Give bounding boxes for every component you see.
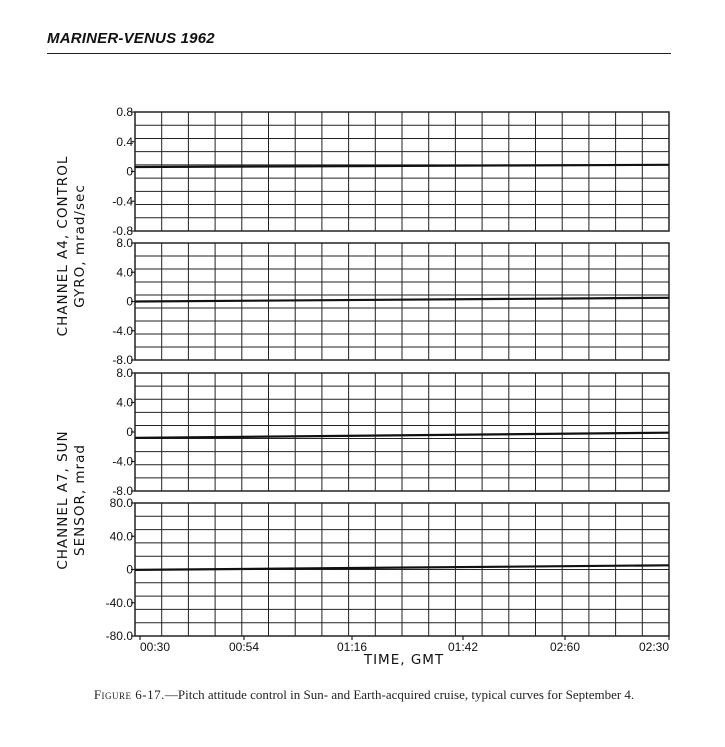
y-tick-label: 0.8 [116, 105, 133, 119]
y-tick-label: -8.0 [112, 353, 133, 367]
y-tick-label: 40.0 [109, 529, 133, 544]
x-axis-title: TIME, GMT [363, 652, 445, 668]
y-tick-label: 80.0 [109, 496, 133, 510]
y-tick-label: -4.0 [112, 323, 133, 338]
panel-sun-lower [106, 496, 669, 643]
y-tick-label: 8.0 [116, 366, 133, 380]
y-tick-label: -40.0 [105, 595, 133, 610]
y-tick-label: 0 [126, 164, 133, 179]
panel-sun-upper [112, 366, 669, 498]
running-title: MARINER-VENUS 1962 [47, 30, 215, 47]
figure-label: Figure 6-17. [93, 687, 165, 702]
panel-gyro-upper [112, 105, 669, 238]
y-tick-label: 0 [126, 562, 133, 577]
y-tick-label: -0.4 [112, 194, 133, 209]
figure-caption [40, 686, 688, 704]
x-tick-label: 00:30 [140, 640, 171, 654]
y-axis-title-sun-line1: CHANNEL A7, SUN [55, 430, 71, 570]
y-tick-label: 4.0 [116, 265, 133, 280]
y-tick-label: -80.0 [105, 629, 133, 643]
y-axis-title-sun [55, 430, 88, 569]
y-tick-label: -4.0 [112, 454, 133, 469]
y-tick-label: 4.0 [116, 395, 133, 410]
x-tick-label: 02:60 [549, 640, 581, 654]
x-tick-label: 01:42 [447, 640, 479, 654]
y-axis-title-gyro-line2: GYRO, mrad/sec [72, 184, 88, 308]
panel-gyro-lower [112, 236, 669, 367]
y-axis-title-gyro-line1: CHANNEL A4, CONTROL [55, 155, 71, 337]
x-tick-label: 02:30 [638, 640, 669, 654]
y-axis-title-sun-line2: SENSOR, mrad [72, 444, 88, 556]
x-tick-label: 01:16 [336, 640, 368, 654]
chart-panels [106, 105, 669, 643]
y-tick-label: 0.4 [116, 134, 133, 149]
figure-caption-text: —Pitch attitude control in Sun- and Earth-acquired cruise, typical curves for September 4. [164, 687, 635, 702]
y-tick-label: 0 [126, 294, 133, 309]
y-axis-title-gyro [55, 156, 88, 337]
y-tick-label: 0 [126, 425, 133, 439]
x-tick-label: 00:54 [228, 640, 260, 654]
y-tick-label: 8.0 [116, 236, 133, 250]
y-tick-label: -0.8 [112, 224, 133, 238]
y-tick-label: -8.0 [112, 484, 133, 498]
